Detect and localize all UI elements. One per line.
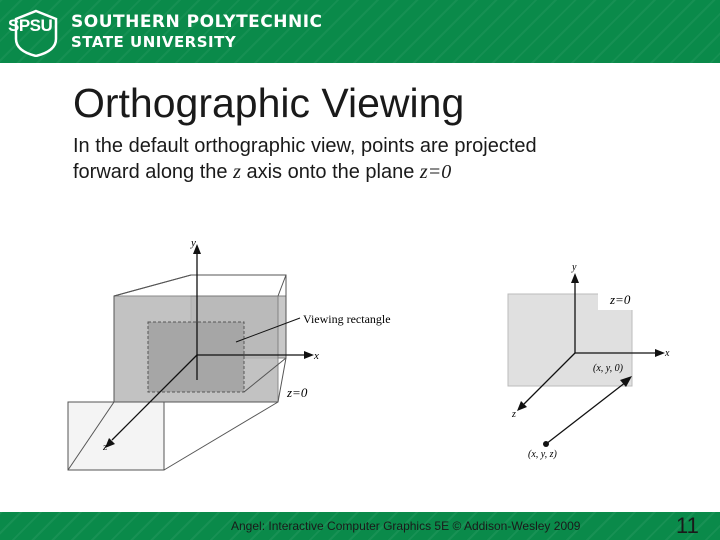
right-y-axis-arrow-icon xyxy=(571,273,579,283)
left-axis-y-label: y xyxy=(191,237,196,249)
body-text-part2: axis onto the plane xyxy=(240,161,420,183)
projection-ray xyxy=(546,382,626,444)
body-text-part1: In the default orthographic view, points are projected forward along the xyxy=(73,135,537,183)
viewing-rectangle xyxy=(148,322,244,392)
header-banner xyxy=(0,0,720,63)
source-point-marker xyxy=(543,441,549,447)
logo-text: SPSU xyxy=(8,16,53,35)
brand-line-2: STATE UNIVERSITY xyxy=(71,33,237,51)
slide-title: Orthographic Viewing xyxy=(73,80,465,126)
figure-viewing-volume xyxy=(60,230,430,480)
left-plane-label: z=0 xyxy=(287,385,308,400)
brand-line-1: SOUTHERN POLYTECHNIC xyxy=(71,12,323,32)
footer-credit: Angel: Interactive Computer Graphics 5E © Addison-Wesley 2009 xyxy=(231,519,581,533)
box-edge xyxy=(278,275,286,296)
body-var-z: z xyxy=(233,161,241,183)
right-plane-label: z=0 xyxy=(610,292,631,307)
page-number: 11 xyxy=(676,513,699,538)
box-edge xyxy=(114,275,191,296)
right-axis-z-label: z xyxy=(512,409,516,420)
left-axis-z-label: z xyxy=(103,441,108,453)
x-axis-arrow-icon xyxy=(304,351,314,359)
left-axis-x-label: x xyxy=(314,350,319,362)
figure-projection xyxy=(490,258,680,468)
viewing-rectangle-label: Viewing rectangle xyxy=(303,312,391,326)
right-axis-y-label: y xyxy=(572,262,577,273)
source-point-label: (x, y, z) xyxy=(528,449,557,460)
right-x-axis-arrow-icon xyxy=(655,349,665,357)
right-axis-x-label: x xyxy=(665,348,670,359)
box-edge xyxy=(164,402,278,470)
projected-point-label: (x, y, 0) xyxy=(593,363,623,374)
slide-body xyxy=(73,133,543,185)
body-var-plane: z=0 xyxy=(419,161,452,183)
